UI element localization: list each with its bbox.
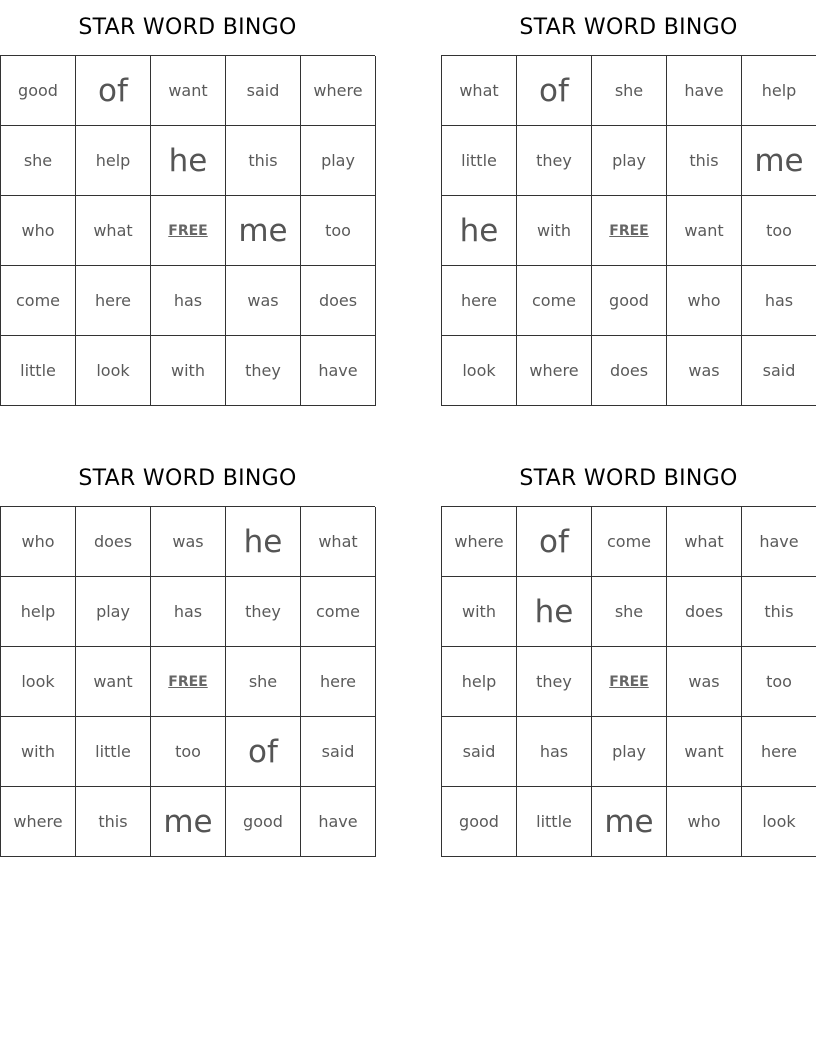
bingo-cell: with [151, 336, 226, 406]
bingo-cell: they [517, 126, 592, 196]
bingo-cell: little [517, 787, 592, 857]
bingo-cell: of [517, 56, 592, 126]
bingo-cell: with [1, 717, 76, 787]
bingo-cell: have [667, 56, 742, 126]
card-title: STAR WORD BINGO [78, 15, 297, 40]
card-title: STAR WORD BINGO [519, 15, 738, 40]
bingo-cell: here [76, 266, 151, 336]
bingo-cell: come [1, 266, 76, 336]
bingo-card-2 [441, 0, 816, 406]
bingo-cell: said [301, 717, 376, 787]
card-title: STAR WORD BINGO [78, 466, 297, 491]
bingo-cell: play [592, 126, 667, 196]
bingo-cell: this [667, 126, 742, 196]
bingo-cell: was [667, 336, 742, 406]
bingo-cell: good [1, 56, 76, 126]
free-space-cell: FREE [592, 647, 667, 717]
bingo-cell: has [151, 266, 226, 336]
bingo-cell: of [517, 507, 592, 577]
bingo-cell: too [151, 717, 226, 787]
bingo-cell: has [517, 717, 592, 787]
bingo-cell: she [1, 126, 76, 196]
free-space-cell: FREE [151, 647, 226, 717]
free-space-cell: FREE [592, 196, 667, 266]
bingo-cell: what [76, 196, 151, 266]
bingo-cell: little [1, 336, 76, 406]
bingo-cell: she [592, 56, 667, 126]
bingo-cell: want [76, 647, 151, 717]
bingo-cell: they [517, 647, 592, 717]
bingo-cell: here [742, 717, 816, 787]
bingo-cell: here [442, 266, 517, 336]
bingo-cell: have [742, 507, 816, 577]
free-space-cell: FREE [151, 196, 226, 266]
bingo-cell: me [151, 787, 226, 857]
bingo-cell: she [226, 647, 301, 717]
bingo-cell: come [517, 266, 592, 336]
bingo-cell: look [742, 787, 816, 857]
bingo-cell: with [517, 196, 592, 266]
bingo-cell: does [301, 266, 376, 336]
bingo-grid [0, 506, 375, 857]
bingo-cell: too [742, 196, 816, 266]
bingo-cell: help [442, 647, 517, 717]
bingo-cell: was [667, 647, 742, 717]
bingo-cell: want [667, 717, 742, 787]
bingo-cell: too [301, 196, 376, 266]
bingo-cell: who [1, 507, 76, 577]
bingo-cell: this [742, 577, 816, 647]
bingo-cell: have [301, 336, 376, 406]
bingo-cell: look [76, 336, 151, 406]
bingo-cell: come [301, 577, 376, 647]
bingo-cell: where [301, 56, 376, 126]
bingo-cell: have [301, 787, 376, 857]
bingo-cell: has [151, 577, 226, 647]
bingo-cell: said [742, 336, 816, 406]
bingo-card-1 [0, 0, 375, 406]
bingo-cell: she [592, 577, 667, 647]
bingo-cell: they [226, 577, 301, 647]
bingo-cell: who [667, 266, 742, 336]
bingo-cell: where [442, 507, 517, 577]
bingo-cell: play [301, 126, 376, 196]
bingo-cell: of [226, 717, 301, 787]
bingo-cell: does [76, 507, 151, 577]
bingo-cell: come [592, 507, 667, 577]
bingo-cell: was [151, 507, 226, 577]
bingo-cell: what [667, 507, 742, 577]
bingo-cell: play [76, 577, 151, 647]
bingo-cell: me [226, 196, 301, 266]
bingo-cell: help [1, 577, 76, 647]
bingo-cell: help [742, 56, 816, 126]
bingo-cell: he [226, 507, 301, 577]
bingo-cell: said [226, 56, 301, 126]
bingo-cell: has [742, 266, 816, 336]
bingo-cell: he [517, 577, 592, 647]
bingo-card-3 [0, 451, 375, 857]
bingo-cell: he [442, 196, 517, 266]
bingo-cell: play [592, 717, 667, 787]
bingo-card-4 [441, 451, 816, 857]
bingo-cell: this [226, 126, 301, 196]
bingo-cell: where [1, 787, 76, 857]
bingo-cell: with [442, 577, 517, 647]
bingo-grid [0, 55, 375, 406]
bingo-cell: they [226, 336, 301, 406]
bingo-cell: little [76, 717, 151, 787]
bingo-grid [441, 506, 816, 857]
bingo-cell: he [151, 126, 226, 196]
bingo-cell: who [1, 196, 76, 266]
bingo-cell: me [742, 126, 816, 196]
bingo-cell: here [301, 647, 376, 717]
bingo-cell: me [592, 787, 667, 857]
bingo-cell: too [742, 647, 816, 717]
bingo-cell: help [76, 126, 151, 196]
bingo-cell: want [667, 196, 742, 266]
card-title: STAR WORD BINGO [519, 466, 738, 491]
bingo-cell: who [667, 787, 742, 857]
bingo-cell: does [592, 336, 667, 406]
bingo-cell: was [226, 266, 301, 336]
bingo-cell: want [151, 56, 226, 126]
bingo-cell: little [442, 126, 517, 196]
bingo-cell: good [442, 787, 517, 857]
bingo-cell: look [442, 336, 517, 406]
bingo-cell: good [226, 787, 301, 857]
bingo-cell: look [1, 647, 76, 717]
bingo-grid [441, 55, 816, 406]
bingo-cell: what [442, 56, 517, 126]
bingo-cell: what [301, 507, 376, 577]
bingo-cell: good [592, 266, 667, 336]
bingo-cell: this [76, 787, 151, 857]
bingo-cell: of [76, 56, 151, 126]
bingo-cell: where [517, 336, 592, 406]
bingo-cell: said [442, 717, 517, 787]
bingo-cell: does [667, 577, 742, 647]
